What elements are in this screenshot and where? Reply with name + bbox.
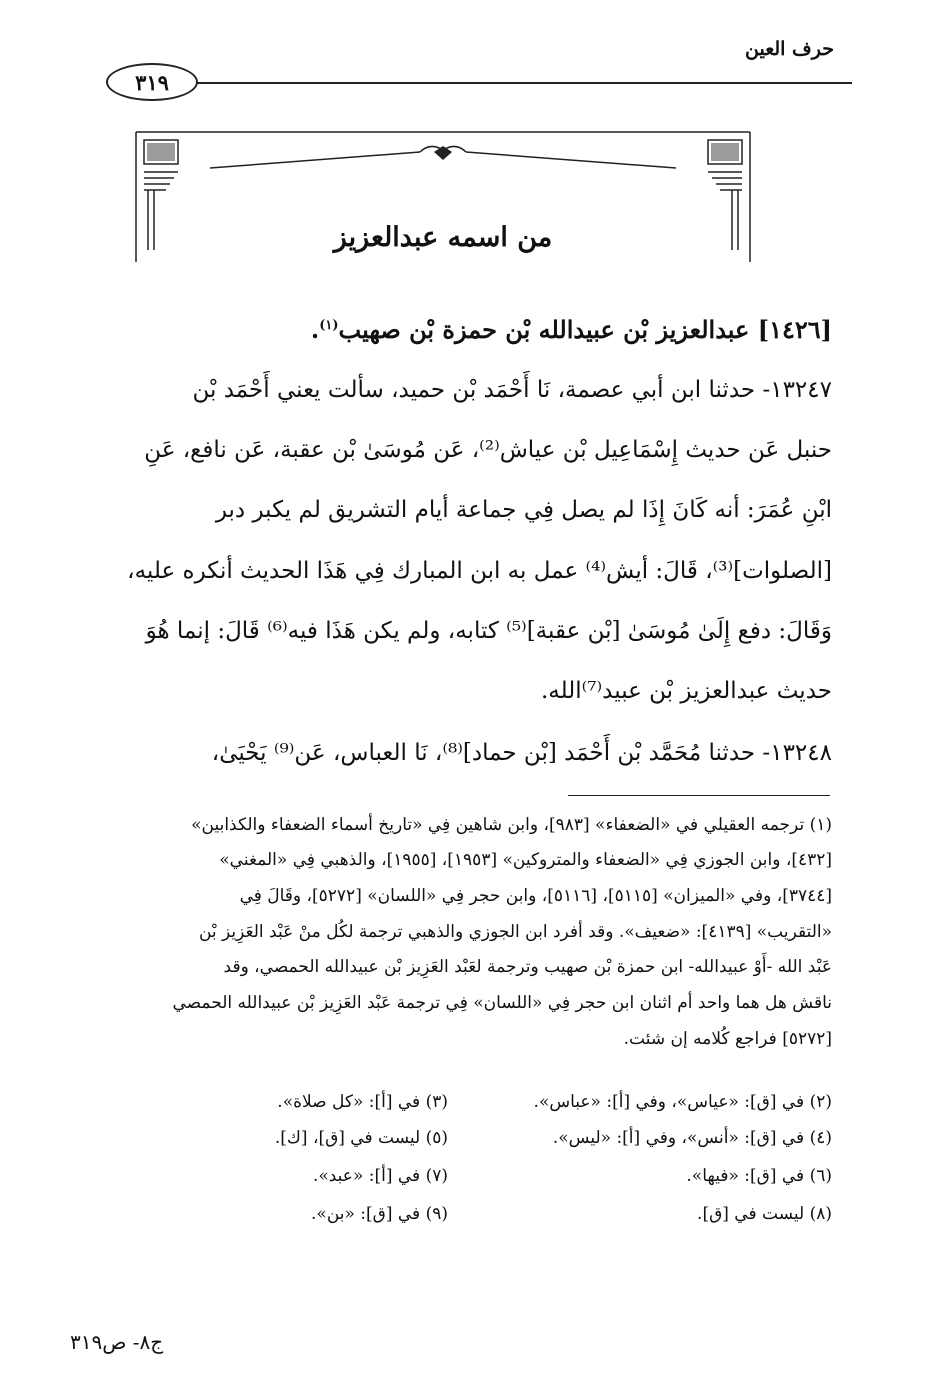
header-rule (192, 82, 852, 84)
section-title: من اسمه عبدالعزيز (333, 222, 553, 253)
body-line: ١٣٢٤٨- حدثنا مُحَمَّد بْن أَحْمَد [بْن حماد]⁽⁸⁾، نَا العباس، عَن⁽⁹⁾ يَحْيَىٰ، (211, 740, 832, 766)
page-number: ٣١٩ (135, 69, 169, 95)
footnote-line: [٣٧٤٤]، وفي «الميزان» [٥١١٥]، [٥١١٦]، وابن حجر فِي «اللسان» [٥٢٧٢]، وقَالَ فِي (239, 886, 832, 906)
entry-footnote-ref: (١) (319, 318, 339, 333)
footnote-line: [٤٣٢]، وابن الجوزي فِي «الضعفاء والمتروكين» [١٩٥٣]، [١٩٥٥]، والذهبي فِي «المغني» (219, 850, 832, 870)
entry-name: عبدالعزيز بْن عبيدالله بْن حمزة بْن صهيب (338, 315, 750, 344)
footnote-9: (٩) في [ق]: «بن». (311, 1204, 448, 1224)
page-footer: ج٨- ص٣١٩ (70, 1330, 164, 1354)
footnote-2: (٢) في [ق]: «عياس»، وفي [أ]: «عباس». (533, 1092, 832, 1112)
body-line: ابْنِ عُمَرَ: أنه كَانَ إِذَا لم يصل فِي جماعة أيام التشريق لم يكبر دبر (215, 497, 832, 523)
footnote-7: (٧) في [أ]: «عبد». (312, 1166, 448, 1186)
footnote-5: (٥) ليست في [ق]، [ك]. (274, 1128, 448, 1148)
entry-number: [١٤٢٦] (757, 315, 832, 344)
footnote-line: عَبْد الله -أَوْ عبيدالله- ابن حمزة بْن صهيب وترجمة لعَبْد العَزِيز بْن عبيدالله الحمصي، وقد (223, 957, 832, 977)
entry-heading (92, 315, 832, 344)
footnote-line: [٥٢٧٢] فراجع كُلامه إن شئت. (623, 1029, 832, 1049)
footnote-line: ناقش هل هما واحد أم اثنان ابن حجر فِي «اللسان» فِي ترجمة عَبْد العَزِيز بْن عبيدالله الحمصي (172, 993, 832, 1013)
chapter-title: حرف العين (745, 38, 834, 60)
body-line: حنبل عَن حديث إِسْمَاعِيل بْن عياش⁽²⁾، عَن مُوسَىٰ بْن عقبة، عَن نافع، عَنِ (144, 437, 832, 463)
body-line: [الصلوات]⁽³⁾، قَالَ: أيش⁽⁴⁾ عمل به ابن المبارك فِي هَذَا الحديث أنكره عليه، (127, 558, 832, 584)
footnote-3: (٣) في [أ]: «كل صلاة». (277, 1092, 448, 1112)
body-line: ١٣٢٤٧- حدثنا ابن أبي عصمة، نَا أَحْمَد بْن حميد، سألت يعني أَحْمَد بْن (192, 377, 832, 403)
footnote-8: (٨) ليست في [ق]. (697, 1204, 832, 1224)
page-number-oval (106, 63, 198, 101)
footnote-4: (٤) في [ق]: «أنس»، وفي [أ]: «ليس». (552, 1128, 832, 1148)
footnote-separator (568, 795, 830, 796)
footnote-line: (١) ترجمه العقيلي في «الضعفاء» [٩٨٣]، وابن شاهين فِي «تاريخ أسماء الضعفاء والكذابين» (191, 815, 832, 835)
body-line: حديث عبدالعزيز بْن عبيد⁽⁷⁾الله. (540, 678, 832, 704)
entry-end: . (310, 315, 320, 344)
footnote-6: (٦) في [ق]: «فيها». (686, 1166, 832, 1186)
body-line: وَقَالَ: دفع إِلَىٰ مُوسَىٰ [بْن عقبة]⁽⁵⁾ كتابه، ولم يكن هَذَا فيه⁽⁶⁾ قَالَ: إنما هُوَ (145, 618, 832, 644)
footnote-line: «التقريب» [٤١٣٩]: «ضعيف». وقد أفرد ابن الجوزي والذهبي ترجمة لكُل منْ عَبْد العَزِيز بْن (198, 922, 832, 942)
